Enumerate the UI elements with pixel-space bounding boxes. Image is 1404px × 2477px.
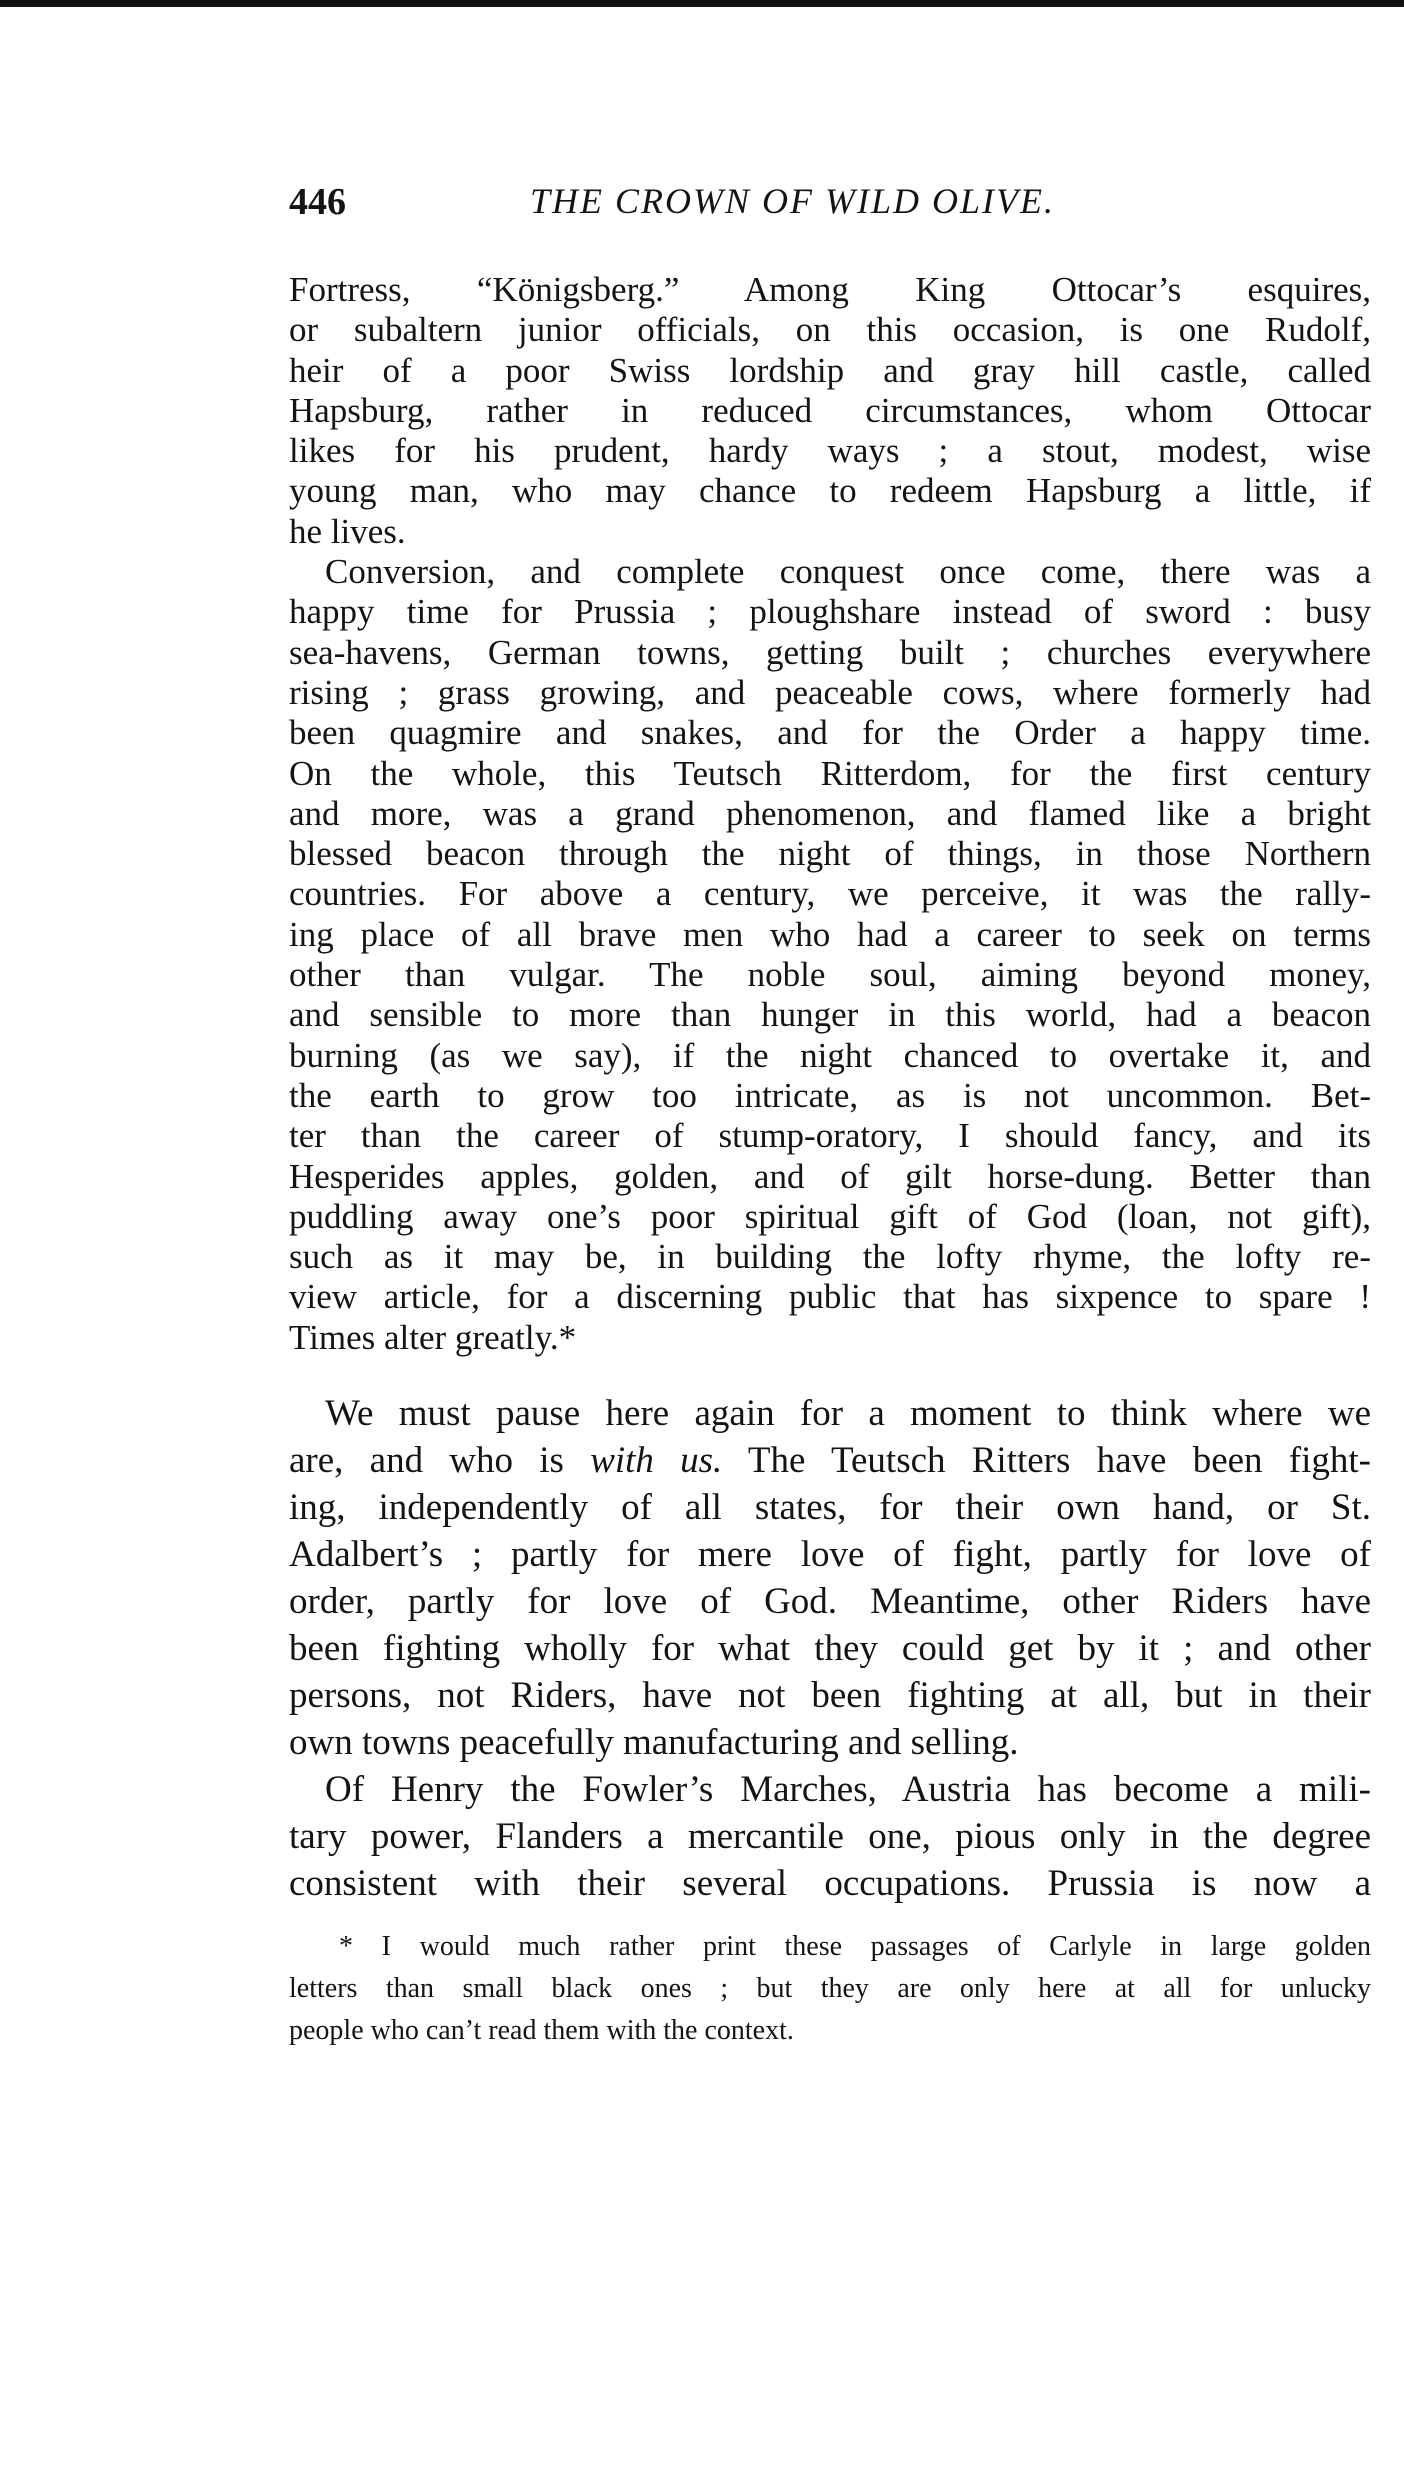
body-text-section-2 bbox=[289, 1390, 1371, 1907]
running-title: THE CROWN OF WILD OLIVE. bbox=[530, 181, 1055, 221]
text-line bbox=[289, 1968, 1371, 2010]
text-segment: Fortress, “Königsberg.” Among King Ottocar’s esquires, bbox=[289, 270, 1371, 309]
text-line bbox=[289, 1197, 1371, 1237]
text-line bbox=[289, 834, 1371, 874]
text-segment: tary power, Flanders a mercantile one, pious only in the degree bbox=[289, 1816, 1371, 1857]
text-segment: The Teutsch Ritters have been fight- bbox=[722, 1440, 1371, 1481]
text-segment: order, partly for love of God. Meantime, other Riders have bbox=[289, 1581, 1371, 1622]
text-line bbox=[289, 1390, 1371, 1437]
text-segment: and sensible to more than hunger in this world, had a beacon bbox=[289, 995, 1371, 1035]
text-line bbox=[289, 1719, 1371, 1766]
text-segment: Adalbert’s ; partly for mere love of fight, partly for love of bbox=[289, 1534, 1371, 1575]
text-line bbox=[289, 1277, 1371, 1317]
text-segment: Hesperides apples, golden, and of gilt horse-dung. Better than bbox=[289, 1156, 1371, 1196]
text-line bbox=[289, 874, 1371, 914]
text-segment: likes for his prudent, hardy ways ; a stout, modest, wise bbox=[289, 431, 1371, 471]
text-line bbox=[289, 713, 1371, 753]
text-segment: happy time for Prussia ; ploughshare instead of sword : busy bbox=[289, 592, 1371, 632]
text-line bbox=[289, 552, 1371, 592]
text-line bbox=[289, 1437, 1371, 1484]
text-segment: ter than the career of stump-oratory, I should fancy, and its bbox=[289, 1116, 1371, 1156]
text-line bbox=[289, 2010, 1371, 2052]
text-segment: ing place of all brave men who had a career to seek on terms bbox=[289, 914, 1371, 954]
footnote bbox=[289, 1926, 1371, 2052]
text-segment: the earth to grow too intricate, as is not uncommon. Bet- bbox=[289, 1075, 1371, 1115]
text-line bbox=[289, 1813, 1371, 1860]
text-line bbox=[289, 1860, 1371, 1907]
text-segment: rising ; grass growing, and peaceable cows, where formerly had bbox=[289, 672, 1371, 712]
text-line bbox=[289, 592, 1371, 632]
text-segment: ing, independently of all states, for their own hand, or St. bbox=[289, 1487, 1371, 1528]
text-segment: heir of a poor Swiss lordship and gray hill castle, called bbox=[289, 350, 1371, 390]
text-segment: letters than small black ones ; but they are only here at all for unlucky bbox=[289, 1973, 1371, 2004]
text-segment: Hapsburg, rather in reduced circumstances, whom Ottocar bbox=[289, 390, 1371, 430]
text-line bbox=[289, 512, 1371, 552]
text-segment: view article, for a discerning public that has sixpence to spare ! bbox=[289, 1277, 1371, 1317]
text-line bbox=[289, 391, 1371, 431]
text-line bbox=[289, 1578, 1371, 1625]
text-line bbox=[289, 915, 1371, 955]
italic-text: with us. bbox=[590, 1440, 723, 1481]
text-line bbox=[289, 431, 1371, 471]
text-segment: countries. For above a century, we perceive, it was the rally- bbox=[289, 874, 1371, 914]
text-line bbox=[289, 351, 1371, 391]
text-segment: been quagmire and snakes, and for the Order a happy time. bbox=[289, 713, 1371, 753]
text-line bbox=[289, 1318, 1371, 1358]
text-line bbox=[289, 1625, 1371, 1672]
text-segment: blessed beacon through the night of things, in those Northern bbox=[289, 834, 1371, 874]
text-segment: such as it may be, in building the lofty rhyme, the lofty re- bbox=[289, 1237, 1371, 1277]
text-segment: Conversion, and complete conquest once come, there was a bbox=[325, 552, 1371, 592]
text-line bbox=[289, 1672, 1371, 1719]
text-line bbox=[289, 471, 1371, 511]
text-line bbox=[289, 1484, 1371, 1531]
text-line bbox=[289, 673, 1371, 713]
text-line bbox=[289, 955, 1371, 995]
text-line bbox=[289, 310, 1371, 350]
text-segment: Of Henry the Fowler’s Marches, Austria has become a mili- bbox=[325, 1769, 1371, 1810]
text-segment: are, and who is bbox=[289, 1440, 591, 1481]
page-number: 446 bbox=[289, 181, 346, 223]
text-segment: other than vulgar. The noble soul, aiming beyond money, bbox=[289, 955, 1371, 995]
text-line bbox=[289, 1926, 1371, 1968]
text-segment: persons, not Riders, have not been fighting at all, but in their bbox=[289, 1675, 1371, 1716]
text-segment: On the whole, this Teutsch Ritterdom, for the first century bbox=[289, 753, 1371, 793]
text-segment: own towns peacefully manufacturing and selling. bbox=[289, 1722, 1019, 1763]
text-segment: been fighting wholly for what they could get by it ; and other bbox=[289, 1628, 1371, 1669]
text-line bbox=[289, 1036, 1371, 1076]
text-segment: puddling away one’s poor spiritual gift of God (loan, not gift), bbox=[289, 1196, 1371, 1236]
text-segment: or subaltern junior officials, on this occasion, is one Rudolf, bbox=[289, 310, 1371, 350]
text-segment: Times alter greatly.* bbox=[289, 1317, 577, 1357]
text-line bbox=[289, 270, 1371, 310]
text-segment: people who can’t read them with the context. bbox=[289, 2015, 794, 2046]
text-line bbox=[289, 633, 1371, 673]
text-segment: and more, was a grand phenomenon, and flamed like a bright bbox=[289, 793, 1371, 833]
text-line bbox=[289, 1116, 1371, 1156]
text-segment: sea-havens, German towns, getting built ; churches everywhere bbox=[289, 632, 1371, 672]
text-segment: young man, who may chance to redeem Hapsburg a little, if bbox=[289, 471, 1371, 511]
text-segment: We must pause here again for a moment to think where we bbox=[325, 1393, 1371, 1434]
scan-top-border bbox=[0, 0, 1404, 7]
text-segment: burning (as we say), if the night chanced to overtake it, and bbox=[289, 1035, 1371, 1075]
text-segment: he lives. bbox=[289, 511, 406, 551]
text-line bbox=[289, 1076, 1371, 1116]
text-line bbox=[289, 995, 1371, 1035]
text-line bbox=[289, 754, 1371, 794]
text-line bbox=[289, 794, 1371, 834]
text-line bbox=[289, 1766, 1371, 1813]
text-segment: * I would much rather print these passages of Carlyle in large golden bbox=[339, 1931, 1371, 1962]
text-line bbox=[289, 1237, 1371, 1277]
text-line bbox=[289, 1157, 1371, 1197]
text-segment: consistent with their several occupations. Prussia is now a bbox=[289, 1863, 1371, 1904]
text-line bbox=[289, 1531, 1371, 1578]
body-text-section-1 bbox=[289, 270, 1371, 1358]
